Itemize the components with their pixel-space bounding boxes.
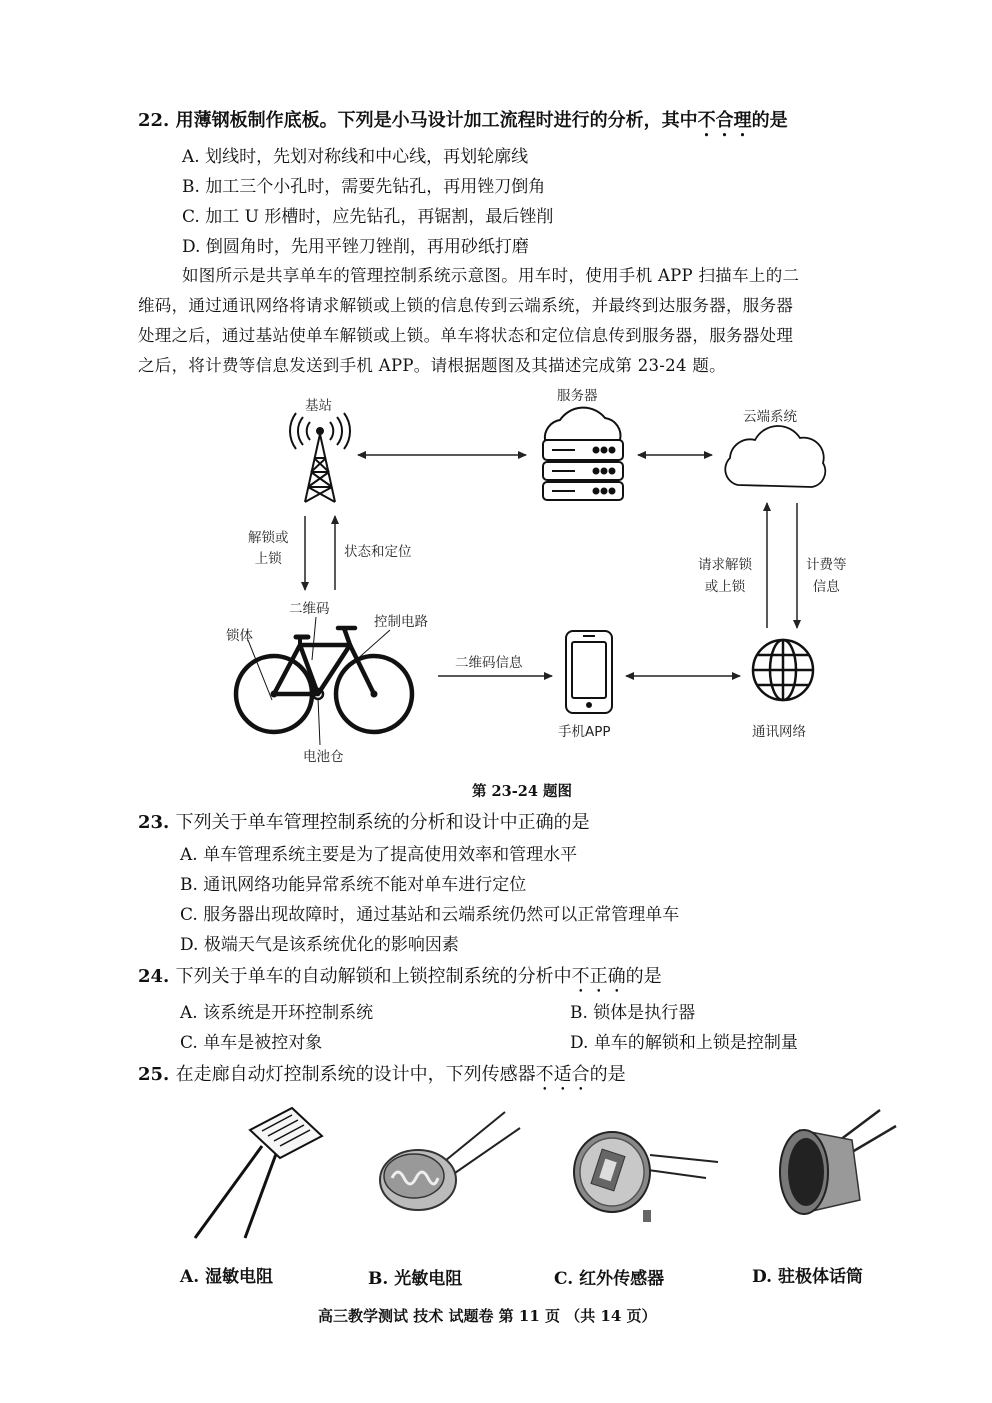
q24-option-c: C. 单车是被控对象 bbox=[180, 1033, 323, 1053]
q25-number: 25. bbox=[138, 1064, 170, 1085]
q23-option-a: A. 单车管理系统主要是为了提高使用效率和管理水平 bbox=[180, 845, 578, 865]
intro-line-4: 之后，将计费等信息发送到手机 APP。请根据题图及其描述完成第 23-24 题。 bbox=[138, 356, 726, 375]
q22-stem-pre: 用薄钢板制作底板。下列是小马设计加工流程时进行的分析，其中 bbox=[175, 110, 698, 131]
q24-option-d: D. 单车的解锁和上锁是控制量 bbox=[570, 1033, 798, 1053]
photoresistor-image bbox=[380, 1112, 520, 1210]
phone-icon bbox=[566, 631, 612, 713]
label-unlock bbox=[248, 528, 289, 570]
q22-number: 22. bbox=[138, 110, 170, 131]
q25-option-d: D. 驻极体话筒 bbox=[752, 1267, 863, 1287]
figure-caption: 第 23-24 题图 bbox=[472, 783, 572, 800]
label-base-station: 基站 bbox=[305, 398, 332, 414]
label-cloud: 云端系统 bbox=[743, 409, 797, 425]
q25-stem-post: 的是 bbox=[589, 1064, 626, 1085]
q24-stem-pre: 下列关于单车的自动解锁和上锁控制系统的分析中 bbox=[175, 966, 572, 987]
q25-stem-pre: 在走廊自动灯控制系统的设计中，下列传感器 bbox=[175, 1064, 536, 1085]
globe-icon bbox=[753, 640, 813, 700]
label-qrcode: 二维码 bbox=[289, 601, 330, 617]
q24-option-b: B. 锁体是执行器 bbox=[570, 1003, 696, 1023]
label-unlock-line1: 解锁或 bbox=[248, 530, 289, 546]
humidity-sensor-image bbox=[195, 1108, 322, 1238]
label-lock-body: 锁体 bbox=[226, 628, 253, 644]
label-battery: 电池仓 bbox=[303, 749, 344, 765]
label-server: 服务器 bbox=[557, 388, 598, 404]
label-billing-line1: 计费等 bbox=[806, 557, 847, 573]
q24-stem-emphasis: 不正确 bbox=[571, 966, 626, 987]
label-billing-line2: 信息 bbox=[812, 579, 840, 595]
label-qrcode-info: 二维码信息 bbox=[455, 655, 523, 671]
pir-sensor-image bbox=[574, 1132, 718, 1222]
q22-stem-emphasis: 不合理 bbox=[697, 110, 752, 131]
q22-option-d: D. 倒圆角时，先用平锉刀锉削，再用砂纸打磨 bbox=[182, 237, 529, 257]
tower-icon bbox=[290, 413, 350, 502]
label-network: 通讯网络 bbox=[752, 724, 806, 740]
q24-number: 24. bbox=[138, 966, 170, 987]
q24-stem-post: 的是 bbox=[625, 966, 662, 987]
label-unlock-line2: 上锁 bbox=[254, 551, 282, 567]
q25-stem bbox=[138, 1060, 626, 1095]
cloud-icon bbox=[725, 426, 825, 487]
q23-option-c: C. 服务器出现故障时，通过基站和云端系统仍然可以正常管理单车 bbox=[180, 905, 680, 925]
intro-line-2: 维码，通过通讯网络将请求解锁或上锁的信息传到云端系统，并最终到达服务器，服务器 bbox=[138, 296, 794, 315]
label-billing bbox=[806, 554, 847, 598]
q22-stem-post: 的是 bbox=[751, 110, 788, 131]
label-phone-app: 手机APP bbox=[558, 724, 611, 740]
microphone-image bbox=[780, 1110, 896, 1214]
q25-stem-emphasis: 不适合 bbox=[535, 1064, 590, 1085]
q22-option-c: C. 加工 U 形槽时，应先钻孔，再锯割，最后锉削 bbox=[182, 207, 554, 227]
intro-line-3: 处理之后，通过基站使单车解锁或上锁。单车将状态和定位信息传到服务器，服务器处理 bbox=[138, 326, 794, 345]
label-request bbox=[698, 554, 752, 598]
sensor-images bbox=[0, 1100, 992, 1250]
intro-line-1: 如图所示是共享单车的管理控制系统示意图。用车时，使用手机 APP 扫描车上的二 bbox=[182, 266, 800, 285]
server-icon bbox=[543, 408, 623, 500]
page-footer: 高三教学测试 技术 试题卷 第 11 页 （共 14 页） bbox=[318, 1307, 657, 1325]
q24-option-a: A. 该系统是开环控制系统 bbox=[180, 1003, 374, 1023]
label-request-line1: 请求解锁 bbox=[698, 557, 752, 573]
q23-stem-text: 下列关于单车管理控制系统的分析和设计中正确的是 bbox=[175, 812, 590, 833]
q23-stem bbox=[138, 808, 590, 834]
q23-option-b: B. 通讯网络功能异常系统不能对单车进行定位 bbox=[180, 875, 527, 895]
label-control-circuit: 控制电路 bbox=[374, 614, 428, 630]
q23-number: 23. bbox=[138, 812, 170, 833]
q23-option-d: D. 极端天气是该系统优化的影响因素 bbox=[180, 935, 459, 955]
q25-option-b: B. 光敏电阻 bbox=[368, 1269, 463, 1289]
label-status: 状态和定位 bbox=[344, 544, 412, 560]
q24-stem bbox=[138, 962, 662, 997]
q22-option-b: B. 加工三个小孔时，需要先钻孔，再用锉刀倒角 bbox=[182, 177, 546, 197]
q25-option-c: C. 红外传感器 bbox=[554, 1269, 665, 1289]
q25-option-a: A. 湿敏电阻 bbox=[180, 1267, 274, 1287]
label-request-line2: 或上锁 bbox=[704, 579, 746, 595]
bicycle-icon bbox=[236, 617, 412, 745]
q22-option-a: A. 划线时，先划对称线和中心线，再划轮廓线 bbox=[182, 147, 529, 167]
